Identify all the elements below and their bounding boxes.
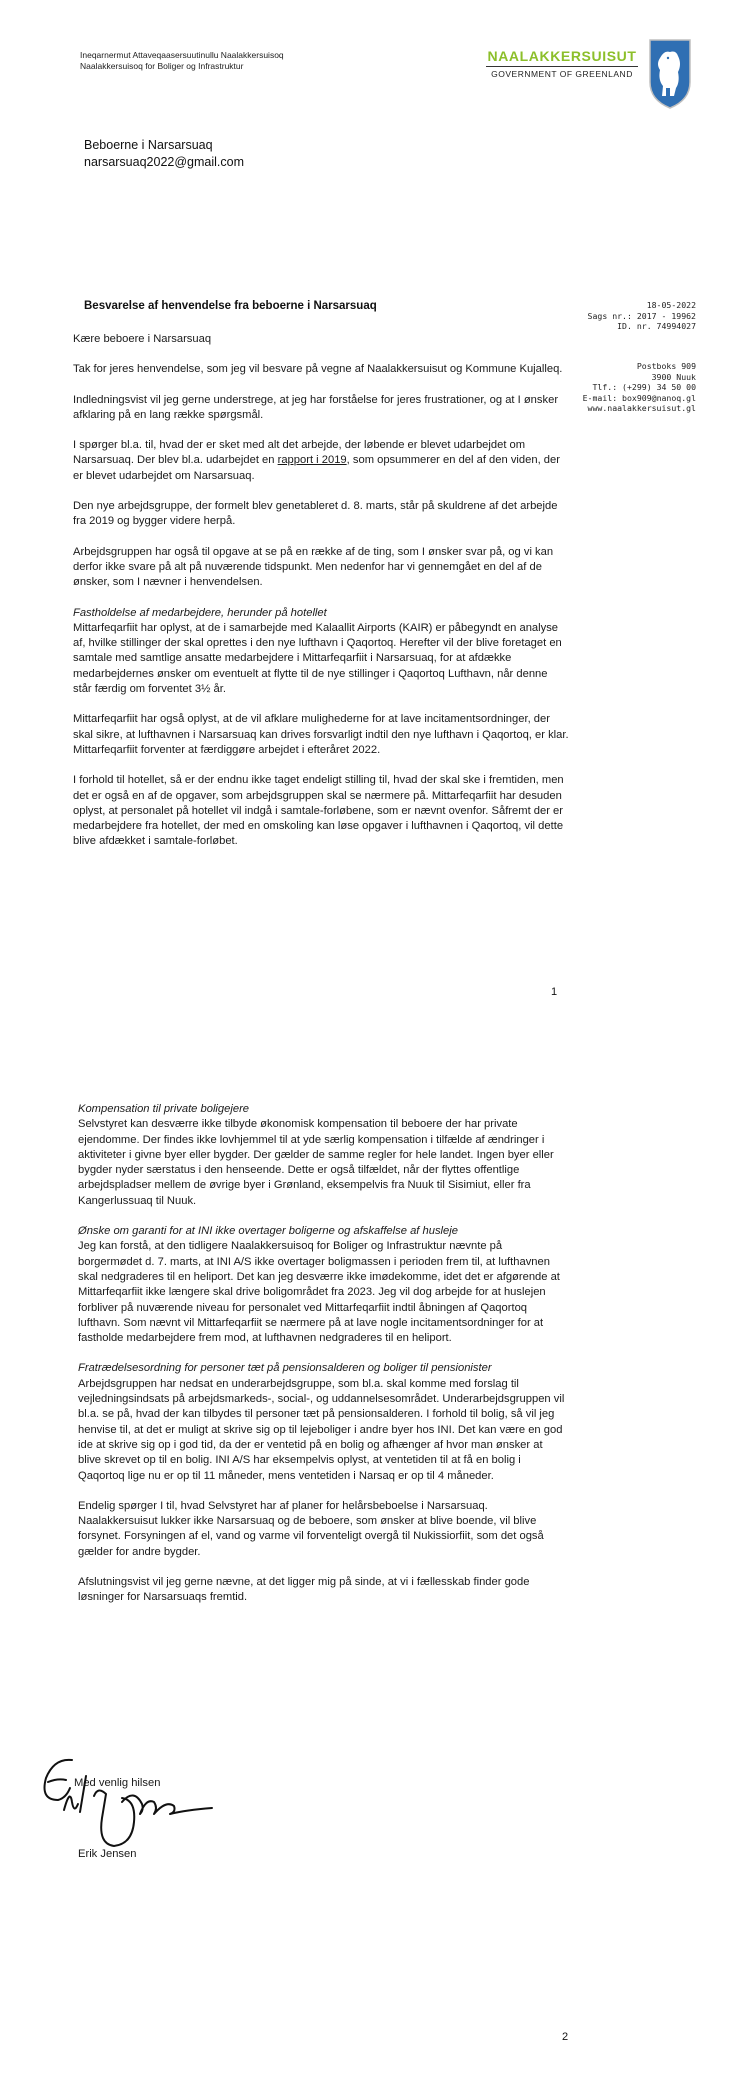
recipient-name: Beboerne i Narsarsuaq [84,138,213,152]
letter-body-page-1 [73,332,569,850]
closing-phrase: Med venlig hilsen [74,1777,161,1789]
id-number: ID. nr. 74994027 [617,321,696,331]
case-number: Sags nr.: 2017 - 19962 [587,310,696,321]
paragraph [73,438,569,484]
paragraph: Arbejdsgruppen har også til opgave at se på en række af de ting, som I ønsker svar på, og vi kan derfor ikke svare på alt på nuværende tidspunkt. Men nedenfor har vi gennemgået en del af de ønsker, som I nævner i henvendelsen. [73,545,554,589]
phone: Tlf.: (+299) 34 50 00 [592,382,696,392]
signer-name: Erik Jensen [78,1848,137,1860]
section-heading: Fastholdelse af medarbejdere, herunder på hotellet [73,606,327,619]
paragraph: Tak for jeres henvendelse, som jeg vil besvare på vegne af Naalakkersuisut og Kommune Kujalleq. [73,363,563,376]
section-heading: Fratrædelsesordning for personer tæt på pensionsalderen og boliger til pensionister [78,1362,492,1375]
postbox: Postboks 909 [636,361,696,371]
page-number: 2 [562,2031,569,2043]
letter-date: 18-05-2022 [646,300,696,310]
department-header [80,50,380,72]
recipient-email: narsarsuaq2022@gmail.com [84,155,244,169]
department-line-danish: Naalakkersuisoq for Boliger og Infrastruktur [80,61,244,71]
letter-body-page-2 [78,1102,568,1606]
reference-block [560,300,696,332]
contact-block [560,361,696,414]
brand-divider [486,66,638,67]
contact-email: E-mail: box909@nanoq.gl [582,392,696,403]
brand-subtitle: GOVERNMENT OF GREENLAND [491,69,633,79]
polar-bear-crest-icon [648,38,692,110]
paragraph-text: I spørger bl.a. til, hvad der er sket med alt det arbejde, der løbende er blevet udarbejdet om Narsarsuaq. Der blev bl.a. udarbejdet en [73,439,526,467]
department-line-greenlandic: Ineqarnermut Attaveqaasersuutinullu Naalakkersuisoq [80,50,284,60]
report-2019-link[interactable]: rapport i 2019 [277,454,347,467]
recipient-block [84,137,244,171]
paragraph-text: , som opsummerer en del af den viden, der er blevet udarbejdet om Narsarsuaq. [73,454,560,482]
brand-block [486,48,638,79]
paragraph: Indledningsvist vil jeg gerne understrege, at jeg har forståelse for jeres frustrationer, og at I ønsker afklaring på en lang række spørgsmål. [73,393,559,421]
greeting: Kære beboere i Narsarsuaq [73,333,212,345]
page-number: 1 [551,986,558,998]
paragraph: Afslutningsvist vil jeg gerne nævne, at det ligger mig på sinde, at vi i fællesskab finder gode løsninger for Narsarsuaqs fremtid. [78,1576,530,1604]
paragraph: Selvstyret kan desværre ikke tilbyde økonomisk kompensation til beboere der har private ejendomme. Der findes ikke lovhjemmel til at yde særlig kompensation i tilfælde af ændringer i aktiviteter i givne byer eller bygder. Der gælder de samme regler for hele landet. Ingen byer eller bygder nyder særstatus i den henseende. Dette er også tilfældet, når der flyttes offentlige arbejdspladser mellem de øvrige byer i Grønland, eksempelvis fra Nuuk til Sisimiut, eller fra Kangerlussuaq til Nuuk. [78,1118,554,1207]
website: www.naalakkersuisut.gl [587,403,696,413]
letter-subject: Besvarelse af henvendelse fra beboerne i Narsarsuaq [84,300,377,312]
paragraph: Arbejdsgruppen har nedsat en underarbejdsgruppe, som bl.a. skal komme med forslag til vejledningsindsats på arbejdsmarkeds-, social-, og uddannelsesområdet. Underarbejdsgruppen vil bl.a. se på, hvad der kan tilbydes til personer tæt på pensionsalderen. I forhold til bolig, så vil jeg henvise til, at det er muligt at skrive sig op til lejeboliger i andre byer hos INI. Det kan være en god ide at skrive sig op i god tid, da der er ventetid på en bolig og afhænger af hvor man ønsker at blive skrevet op til en bolig. INI A/S har eksempelvis oplyst, at ventetiden til at få en bolig i Qaqortoq lige nu er op til 11 måneder, mens ventetiden i Narsaq er op til 4 måneder. [78,1377,565,1482]
paragraph: Endelig spørger I til, hvad Selvstyret har af planer for helårsbeboelse i Narsarsuaq. Naalakkersuisut lukker ikke Narsarsuaq og de beboere, som ønsker at blive boende, vil blive forsynet. Forsyningen af el, vand og varme vil forventeligt overgå til Nukissiorfiit, som det også gælder for andre bygder. [78,1499,544,1558]
paragraph: Den nye arbejdsgruppe, der formelt blev genetableret d. 8. marts, står på skuldrene af det arbejde fra 2019 og bygger videre herpå. [73,500,558,528]
paragraph: Mittarfeqarfiit har også oplyst, at de vil afklare mulighederne for at lave incitamentsordninger, der skal sikre, at lufthavnen i Narsarsuaq kan drives forsvarligt indtil den nye lufthavn i Qaqortoq, er klar. Mittarfeqarfiit forventer at færdiggøre arbejdet i efteråret 2022. [73,713,569,756]
brand-name: NAALAKKERSUISUT [487,48,637,64]
section-heading: Ønske om garanti for at INI ikke overtager boligerne og afskaffelse af husleje [78,1225,458,1238]
paragraph: Mittarfeqarfiit har oplyst, at de i samarbejde med Kalaallit Airports (KAIR) er påbegyndt en analyse af, hvilke stillinger der skal oprettes i den nye lufthavn i Qaqortoq. Herefter vil der blive foretaget en samtale med samtlige ansatte medarbejdere i Mittarfeqarfiit i Narsarsuaq, for at afdække medarbejdernes ønsker om eventuelt at flytte til de nye stillinger i Qaqortoq Lufthavn, når denne står færdig om forventet 3½ år. [73,621,562,696]
paragraph: Jeg kan forstå, at den tidligere Naalakkersuisoq for Boliger og Infrastruktur nævnte på borgermødet d. 7. marts, at INI A/S ikke overtager boligmassen i perioden frem til, at lufthavnen skal nedgraderes til en heliport. Det kan jeg desværre ikke imødekomme, idet det er afgørende at Mittarfeqarfiit ikke længere skal drive boligområdet fra 2023. Jeg vil dog arbejde for at huslejen forbliver på nuværende niveau for personalet ved Mittarfeqarfiit indtil åbningen af Qaqortoq lufthavn. Som nævnt vil Mittarfeqarfiit se nærmere på at lave nogle incitamentsordninger for at fastholde medarbejdere frem mod, at lufthavnen nedgraderes til en heliport. [78,1240,560,1345]
section-heading: Kompensation til private boligejere [78,1103,250,1115]
paragraph: I forhold til hotellet, så er der endnu ikke taget endeligt stilling til, hvad der skal ske i fremtiden, men det er også en af de opgaver, som arbejdsgruppen skal se nærmere på. Mittarfeqarfiit har desuden oplyst, at personalet på hotellet vil indgå i samtale-forløbene, som er nævnt ovenfor. Såfremt der er medarbejdere fra hotellet, der med en omskoling kan løse opgaver i lufthavnen i Qaqortoq, vil dette blive afdækket i samtale-forløbet. [73,774,564,848]
postal-city: 3900 Nuuk [651,371,696,382]
